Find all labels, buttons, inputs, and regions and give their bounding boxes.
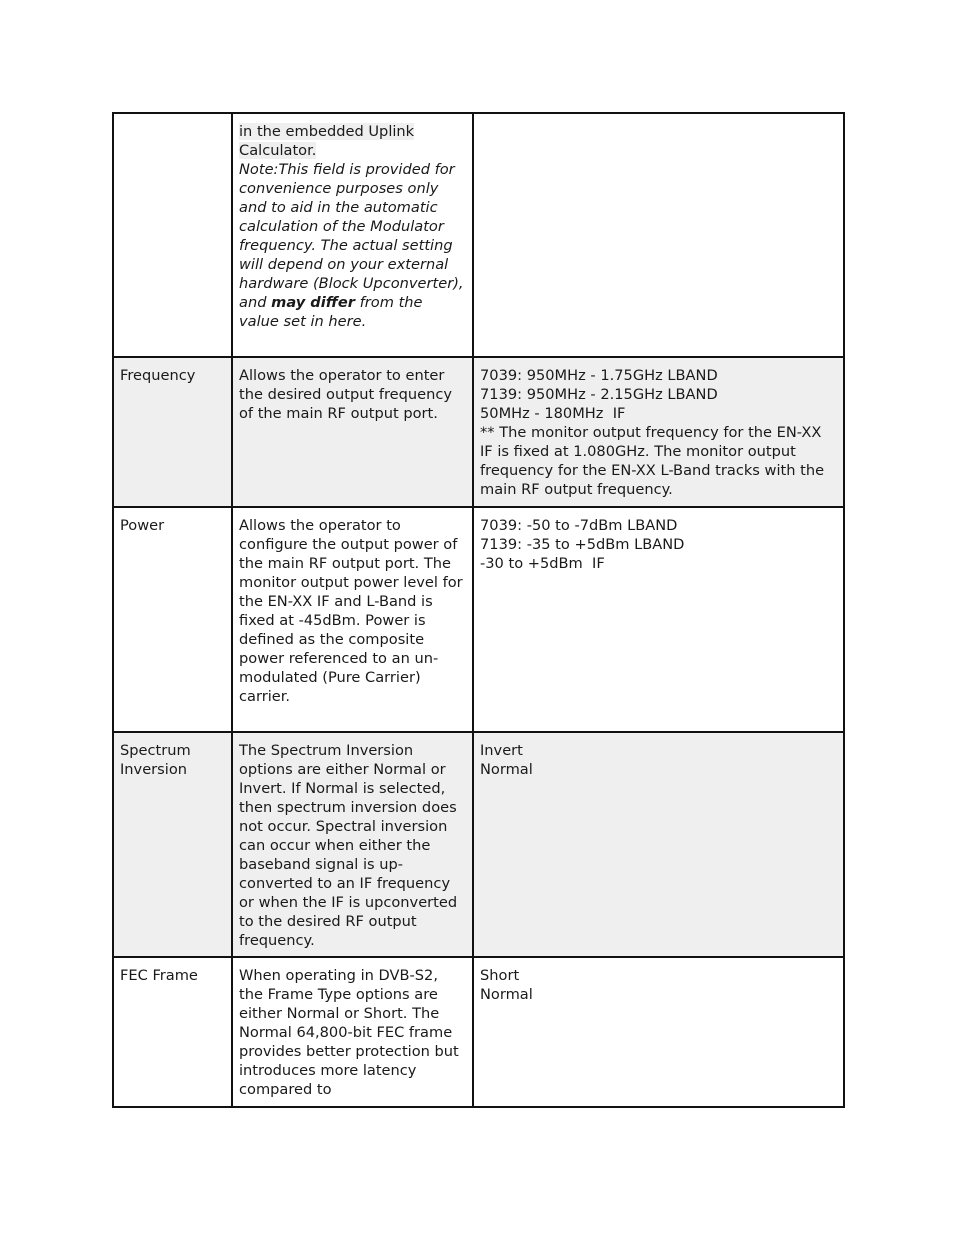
value-line: ** The monitor output frequency for the EN-XX IF is fixed at 1.080GHz. The monitor output frequency for the EN-XX L-Band tracks with the main RF output frequency. (480, 424, 829, 498)
value-line: Short (480, 967, 520, 984)
parameter-name-cell (113, 113, 232, 357)
parameter-name-cell (113, 732, 232, 957)
table-row (113, 957, 844, 1107)
parameter-values-cell (473, 957, 844, 1107)
table-row (113, 732, 844, 957)
description-line: in the embedded Uplink (239, 123, 415, 140)
value-line: 7139: -35 to +5dBm LBAND (480, 536, 685, 553)
parameter-name: Spectrum Inversion (120, 742, 191, 778)
note-text-end: from the value set in here. (239, 294, 423, 330)
value-line: -30 to +5dBm IF (480, 555, 605, 572)
parameter-description-cell (232, 507, 473, 732)
parameter-name: Frequency (120, 367, 196, 384)
parameter-values-cell (473, 732, 844, 957)
description-line: Calculator. (239, 142, 317, 159)
value-line: 7039: -50 to -7dBm LBAND (480, 517, 678, 534)
value-line: 50MHz - 180MHz IF (480, 405, 626, 422)
parameter-name: Power (120, 517, 165, 534)
parameter-table (112, 112, 845, 1108)
value-line: 7139: 950MHz - 2.15GHz LBAND (480, 386, 718, 403)
parameter-values-cell (473, 357, 844, 507)
parameter-description-cell (232, 732, 473, 957)
value-line: 7039: 950MHz - 1.75GHz LBAND (480, 367, 718, 384)
parameter-description: When operating in DVB-S2, the Frame Type options are either Normal or Short. The Normal 64,800-bit FEC frame provides better protection but introduces more latency compared to (239, 967, 459, 1098)
value-line: Invert (480, 742, 523, 759)
parameter-name-cell (113, 507, 232, 732)
value-line: Normal (480, 986, 533, 1003)
parameter-values-cell (473, 113, 844, 357)
parameter-name: FEC Frame (120, 967, 198, 984)
table-row (113, 357, 844, 507)
parameter-description: The Spectrum Inversion options are either Normal or Invert. If Normal is selected, then spectrum inversion does not occur. Spectral inversion can occur when either the baseband signal is up-converted to an IF frequency or when the IF is upconverted to the desired RF output frequency. (239, 742, 458, 949)
parameter-description-cell (232, 957, 473, 1107)
description-note (239, 161, 464, 330)
note-text: Note:This field is provided for convenience purposes only and to aid in the automatic calculation of the Modulator frequency. The actual setting will depend on your external hardware (Block Upconverter), and (239, 161, 464, 311)
table-row (113, 507, 844, 732)
parameter-values-cell (473, 507, 844, 732)
note-emphasis: may differ (271, 294, 356, 311)
value-line: Normal (480, 761, 533, 778)
parameter-description: Allows the operator to enter the desired output frequency of the main RF output port. (239, 367, 453, 422)
parameter-description-cell (232, 113, 473, 357)
parameter-description-cell (232, 357, 473, 507)
table-row (113, 113, 844, 357)
parameter-name-cell (113, 957, 232, 1107)
parameter-name-cell (113, 357, 232, 507)
parameter-description: Allows the operator to configure the output power of the main RF output port. The monitor output power level for the EN-XX IF and L-Band is fixed at -45dBm. Power is defined as the composite power referenced to an un-modulated (Pure Carrier) carrier. (239, 517, 463, 705)
